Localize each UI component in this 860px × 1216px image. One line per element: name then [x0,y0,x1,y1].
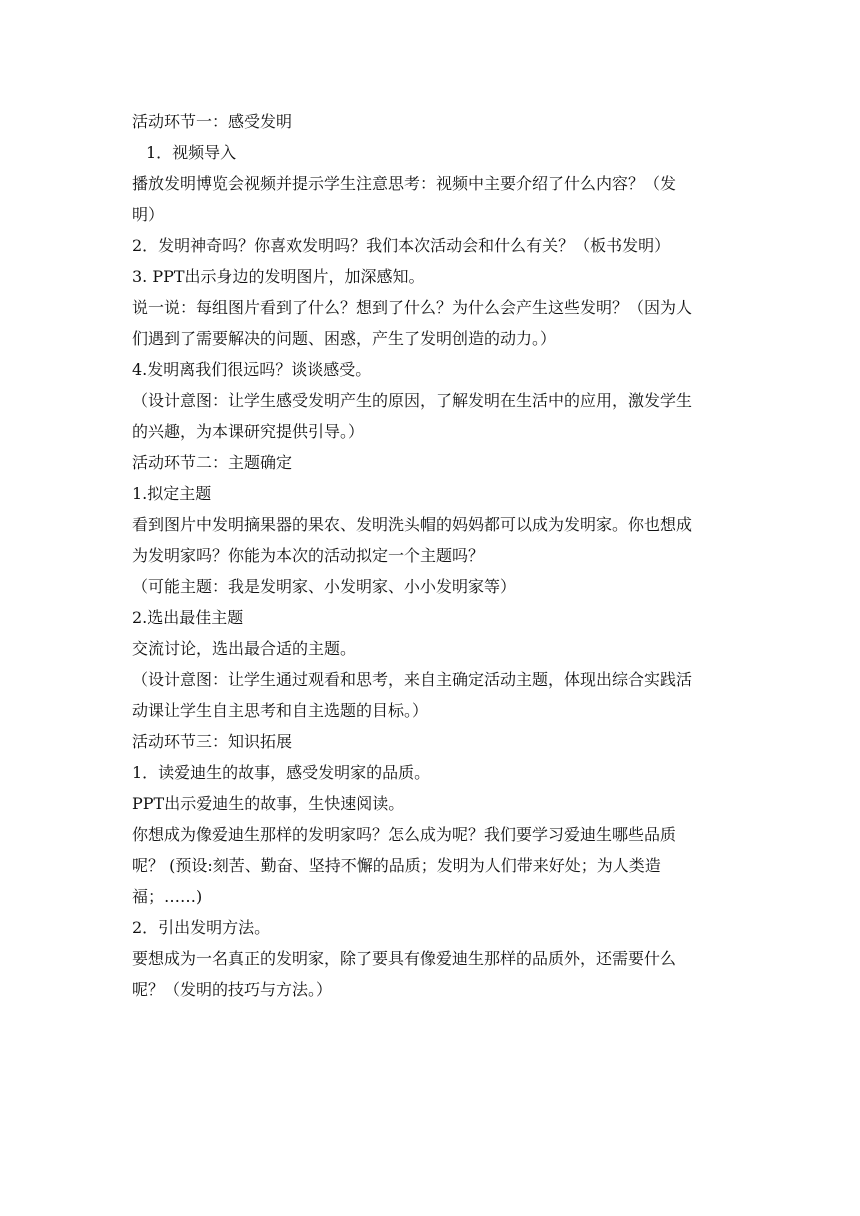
paragraph-line: 为发明家吗？你能为本次的活动拟定一个主题吗？ [132,546,485,565]
paragraph-line: 你想成为像爱迪生那样的发明家吗？怎么成为呢？我们要学习爱迪生哪些品质 [132,825,677,844]
section-heading-3: 活动环节三：知识拓展 [132,732,293,751]
design-intent-line: 的兴趣，为本课研究提供引导。） [132,422,365,441]
paragraph-line: 交流讨论，选出最合适的主题。 [132,639,357,658]
paragraph-line: 3. PPT出示身边的发明图片，加深感知。 [132,267,425,286]
section-heading-1: 活动环节一：感受发明 [132,112,293,131]
design-intent-line: （设计意图：让学生通过观看和思考，来自主确定活动主题，体现出综合实践活 [132,670,693,689]
paragraph-line: 播放发明博览会视频并提示学生注意思考：视频中主要介绍了什么内容？（发 [132,174,677,193]
paragraph-line: 2．发明神奇吗？你喜欢发明吗？我们本次活动会和什么有关？（板书发明） [132,236,671,255]
paragraph-line: 看到图片中发明摘果器的果农、发明洗头帽的妈妈都可以成为发明家。你也想成 [132,515,693,534]
paragraph-line: 福；……) [132,887,203,906]
step-draft-theme: 1.拟定主题 [132,484,212,503]
paragraph-line: 们遇到了需要解决的问题、困惑，产生了发明创造的动力。） [132,329,557,348]
step-invention-methods: 2．引出发明方法。 [132,918,271,937]
paragraph-line: 呢？（发明的技巧与方法。） [132,980,333,999]
paragraph-line: PPT出示爱迪生的故事，生快速阅读。 [132,794,405,813]
paragraph-line: 呢？ (预设:刻苦、勤奋、坚持不懈的品质；发明为人们带来好处；为人类造 [132,856,661,875]
design-intent-line: 动课让学生自主思考和自主选题的目标。） [132,701,429,720]
step-video-intro: 1．视频导入 [146,143,237,162]
step-select-theme: 2.选出最佳主题 [132,608,244,627]
paragraph-line: 4.发明离我们很远吗？谈谈感受。 [132,360,372,379]
paragraph-line: 说一说：每组图片看到了什么？想到了什么？为什么会产生这些发明？（因为人 [132,298,693,317]
paragraph-line: 要想成为一名真正的发明家，除了要具有像爱迪生那样的品质外，还需要什么 [132,949,677,968]
document-page [132,106,732,1005]
paragraph-line: 明） [132,205,165,224]
paragraph-line: （可能主题：我是发明家、小发明家、小小发明家等） [132,577,517,596]
design-intent-line: （设计意图：让学生感受发明产生的原因，了解发明在生活中的应用，激发学生 [132,391,693,410]
section-heading-2: 活动环节二：主题确定 [132,453,293,472]
step-edison-story: 1．读爱迪生的故事，感受发明家的品质。 [132,763,431,782]
